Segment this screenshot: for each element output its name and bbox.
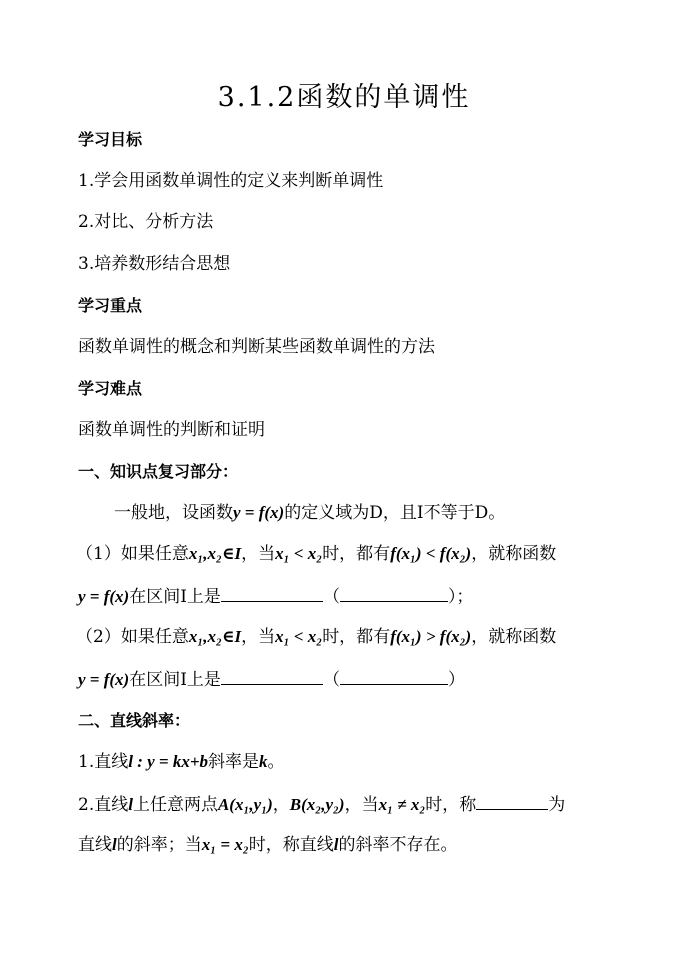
condition-1-function: y = f(x): [78, 587, 130, 606]
condition-2-text-c: 时，都有: [322, 627, 391, 647]
slope-3-text-b: 的斜率；当: [116, 835, 202, 855]
line-symbol-2: l: [112, 835, 117, 854]
answer-blank-4[interactable]: [340, 668, 448, 685]
slope-line-2: [78, 793, 565, 816]
condition-2: [76, 626, 556, 648]
answer-blank-1[interactable]: [221, 585, 323, 602]
condition-2-text-d: ，就称函数: [471, 627, 557, 647]
slope-2-text-b: 上任意两点: [132, 795, 218, 815]
slope-2-comma: ，: [272, 795, 290, 815]
difficulty-heading: 学习难点: [78, 379, 143, 398]
condition-2-math-domain: x₁,x₂∈I: [188, 627, 242, 646]
answer-blank-2[interactable]: [340, 585, 448, 602]
condition-2-paren-close: ）: [447, 670, 465, 690]
goal-item-3: 3.培养数形结合思想: [78, 254, 231, 274]
condition-1-math-domain: x₁,x₂∈I: [188, 544, 242, 563]
condition-2-text-e: 在区间I上是: [129, 670, 221, 690]
slope-1-text-a: 1.直线: [78, 752, 129, 772]
slope-2-text-e: 为: [548, 795, 566, 815]
goal-item-1: 1.学会用函数单调性的定义来判断单调性: [78, 171, 384, 191]
slope-3-text-a: 直线: [78, 835, 112, 855]
answer-blank-3[interactable]: [221, 668, 323, 685]
function-formula: y = f(x): [233, 503, 285, 522]
condition-1-paren-open: （: [322, 587, 340, 607]
condition-1-conclusion: [78, 585, 473, 608]
condition-1-text-c: 时，都有: [322, 544, 391, 564]
section2-heading: 二、直线斜率：: [78, 711, 191, 730]
section1-heading: 一、知识点复习部分：: [78, 462, 239, 481]
slope-symbol: k: [259, 752, 268, 771]
point-b: B(x₂,y₂): [289, 795, 345, 814]
condition-2-function: y = f(x): [78, 670, 130, 689]
condition-2-math-order: x₁ < x₂: [275, 627, 323, 646]
slope-2-text-d: 时，称: [425, 795, 477, 815]
line-symbol-3: l: [333, 835, 339, 854]
condition-1: [76, 543, 556, 565]
condition-1-math-values: f(x₁) < f(x₂): [390, 544, 472, 563]
goals-heading: 学习目标: [78, 130, 143, 149]
condition-1-math-order: x₁ < x₂: [275, 544, 323, 563]
point-a: A(x₁,y₁): [217, 795, 273, 814]
focus-text: 函数单调性的概念和判断某些函数单调性的方法: [78, 337, 435, 357]
answer-blank-5[interactable]: [476, 793, 548, 810]
x-not-equal: x₁ ≠ x₂: [378, 795, 426, 814]
line-symbol: l: [128, 795, 133, 814]
page-title: 3.1.2函数的单调性: [217, 82, 471, 113]
slope-3-text-c: 时，称直线: [248, 835, 334, 855]
condition-2-text-b: ，当: [241, 627, 276, 647]
section1-intro: [114, 502, 505, 524]
condition-2-paren-open: （: [322, 670, 340, 690]
slope-line-1: [78, 751, 285, 773]
intro-text-a: 一般地，设函数: [114, 503, 233, 523]
slope-3-text-d: 的斜率不存在。: [338, 835, 458, 855]
condition-1-text-a: （1）如果任意: [76, 544, 189, 564]
line-equation: l : y = kx+b: [128, 752, 209, 771]
condition-1-text-d: ，就称函数: [471, 544, 557, 564]
condition-1-text-e: 在区间I上是: [129, 587, 221, 607]
x-equal: x₁ = x₂: [201, 835, 249, 854]
condition-1-text-b: ，当: [241, 544, 276, 564]
goal-item-2: 2.对比、分析方法: [78, 212, 214, 232]
slope-line-3: [78, 834, 458, 856]
condition-2-math-values: f(x₁) > f(x₂): [390, 627, 472, 646]
slope-2-text-a: 2.直线: [78, 795, 129, 815]
slope-2-text-c: ，当: [344, 795, 379, 815]
intro-text-b: 的定义域为D，且I不等于D。: [284, 503, 506, 523]
condition-1-paren-close: ）；: [447, 587, 474, 607]
condition-2-conclusion: [78, 668, 465, 691]
condition-2-text-a: （2）如果任意: [76, 627, 189, 647]
slope-1-text-c: 。: [267, 752, 285, 772]
difficulty-text: 函数单调性的判断和证明: [78, 420, 265, 440]
slope-1-text-b: 斜率是: [208, 752, 260, 772]
focus-heading: 学习重点: [78, 296, 143, 315]
